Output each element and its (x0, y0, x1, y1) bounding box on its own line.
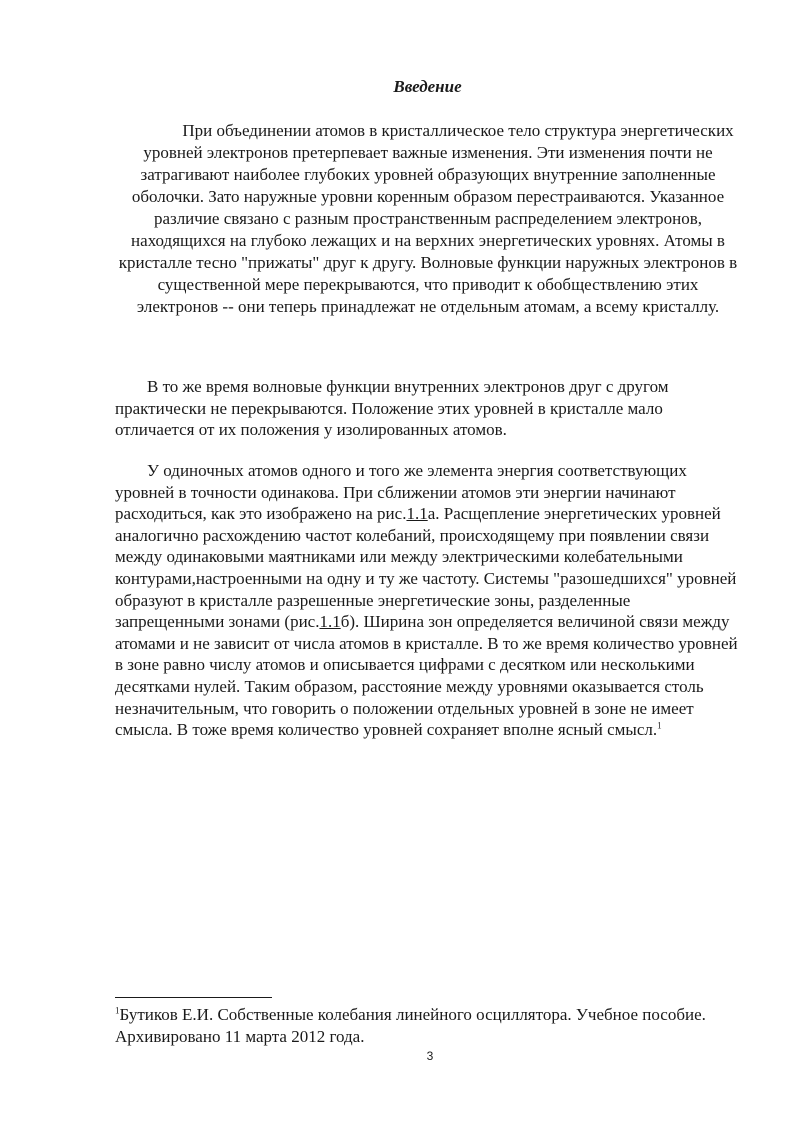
paragraph-intro-text: При объединении атомов в кристаллическое тело структура энергетических уровней электронов претерпевает важные изменения. Эти изменения почти не затрагивают наиболее глубоких уровней образующих внутренние заполненные оболочки. Зато наружные уровни коренным образом перестраиваются. Указанное различие связано с разным пространственным распределением электронов, находящихся на глубоко лежащих и на верхних энергетических уровнях. Атомы в кристалле тесно "прижаты" друг к другу. Волновые функции наружных электронов в существенной мере перекрываются, что приводит к обобществлению этих электронов -- они теперь принадлежат не отдельным атомам, а всему кристаллу. (118, 121, 738, 316)
paragraph-inner-electrons: В то же время волновые функции внутренних электронов друг с другом практически не перекрываются. Положение этих уровней в кристалле мало отличается от их положения у изолированных атомов. (115, 377, 669, 440)
paragraph-intro (118, 120, 738, 318)
footnote-text: Бутиков Е.И. Собственные колебания линейного осциллятора. Учебное пособие. Архивировано 11 марта 2012 года. (115, 1005, 706, 1046)
footnote (115, 1004, 715, 1048)
footnote-mark: 1 (115, 1005, 120, 1016)
footnote-reference-mark[interactable]: 1 (657, 720, 662, 731)
figure-reference-link-b[interactable]: 1.1 (319, 612, 341, 632)
footnote-divider (115, 997, 272, 998)
paragraph-energy-levels (115, 460, 743, 741)
section-title: Введение (393, 77, 462, 96)
paragraph-text-part1: У одиночных атомов одного и того же элемента энергия соответствующих уровней в точности одинакова. При сближении атомов эти энергии начинают расходиться, как это изображено на рис. (115, 461, 687, 524)
figure-reference-link-a[interactable]: 1.1 (406, 504, 428, 524)
paragraph-text-part3: б). Ширина зон определяется величиной связи между атомами и не зависит от числа атомов в кристалле. В то же время количество уровней в зоне равно числу атомов и описывается цифрами с десятком или несколькими десятками нулей. Таким образом, расстояние между уровнями оказывается столь незначительным, что говорить о положении отдельных уровней в зоне не имеет смысла. В тоже время количество уровней сохраняет вполне ясный смысл. (115, 612, 738, 740)
paragraph-text-part2: а. Расщепление энергетических уровней аналогично расхождению частот колебаний, происходящему при появлении связи между одинаковыми маятниками или между электрическими колебательными контурами,настроенными на одну и ту же частоту. Системы "разошедшихся" уровней образуют в кристалле разрешенные энергетические зоны, разделенные запрещенными зонами (рис. (115, 504, 737, 632)
page-number: 3 (426, 1049, 434, 1063)
